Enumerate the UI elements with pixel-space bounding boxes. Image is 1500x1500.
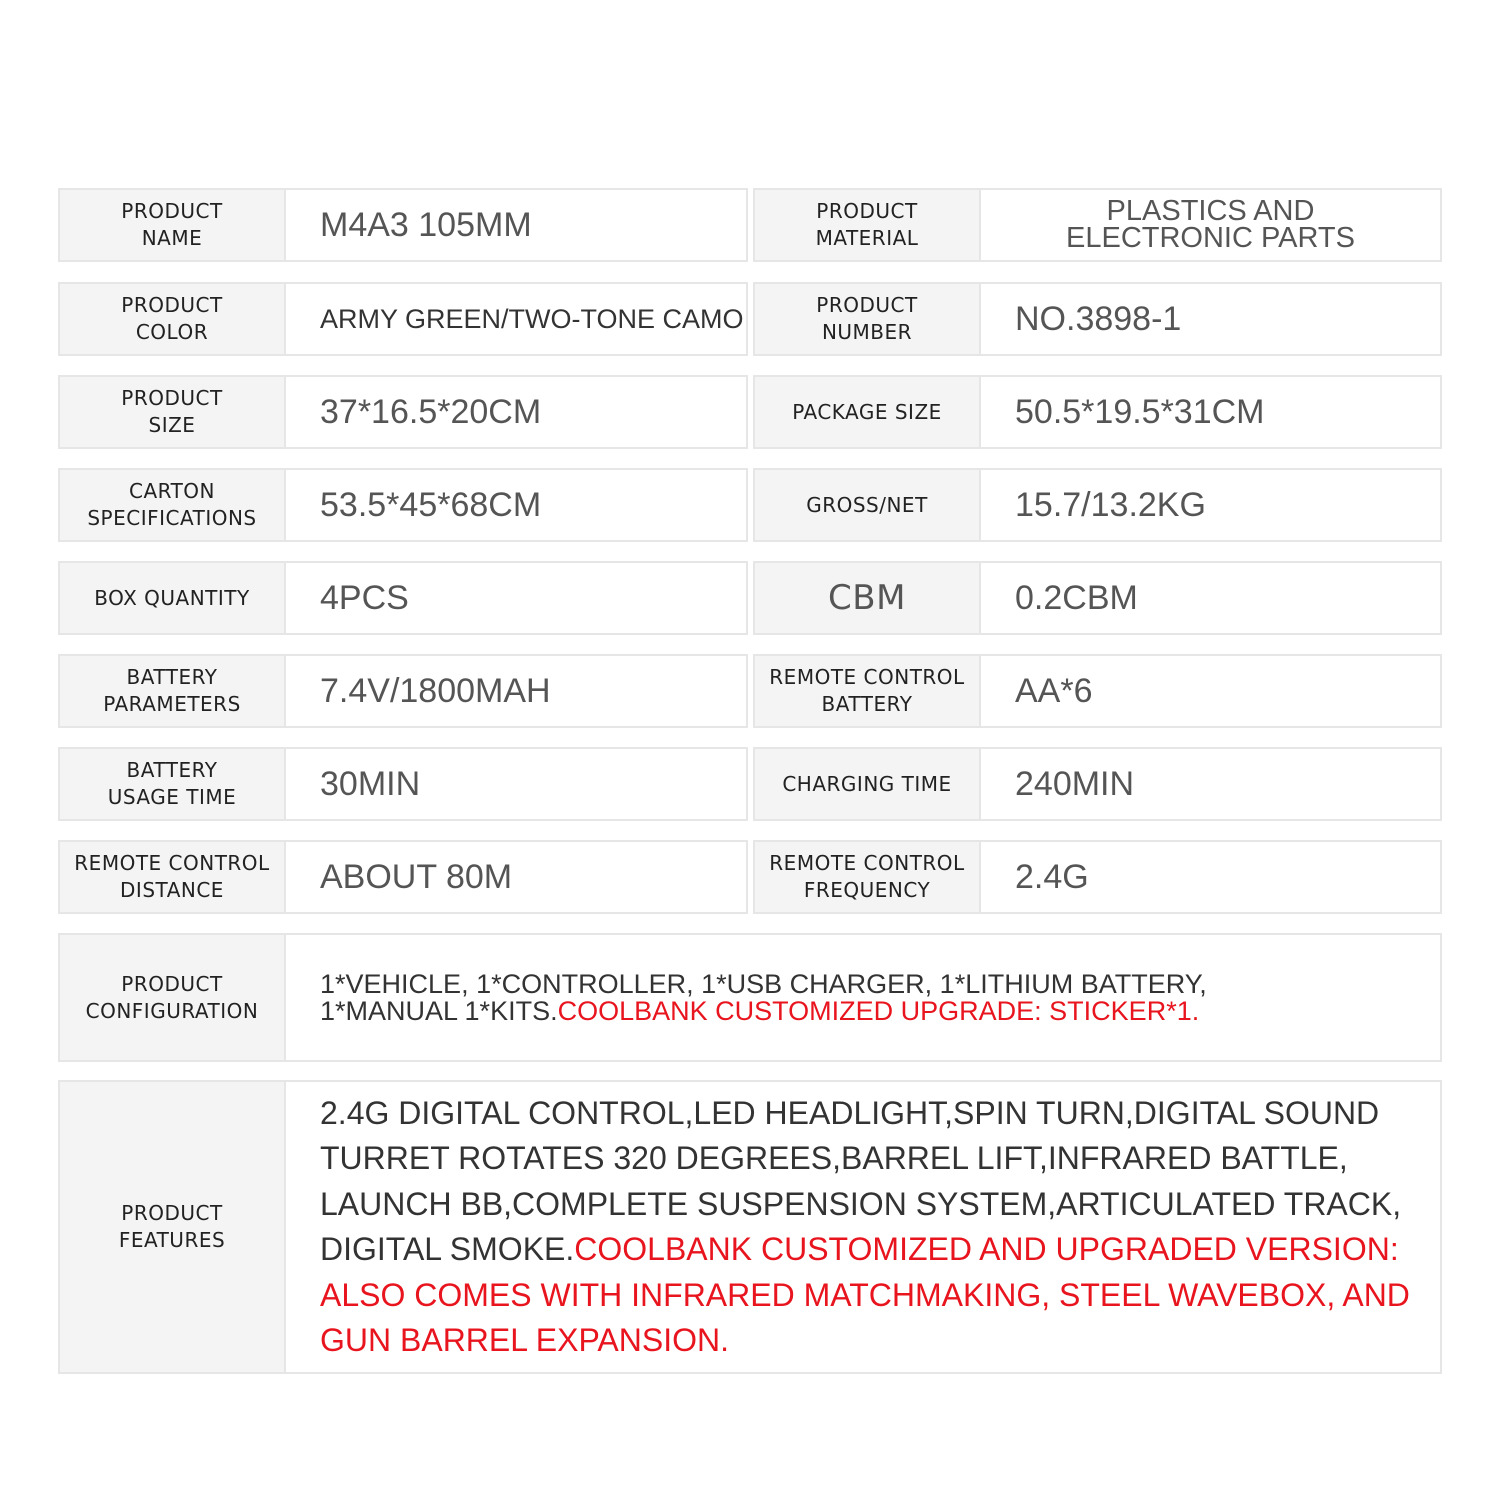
spec-value: 30MIN [284,747,748,821]
spec-value: 53.5*45*68CM [284,468,748,542]
spec-row [58,282,1442,356]
spec-label: PRODUCT NUMBER [753,282,981,356]
spec-value: NO.3898-1 [979,282,1442,356]
spec-label: PACKAGE SIZE [753,375,981,449]
spec-label: PRODUCT COLOR [58,282,286,356]
spec-value: ABOUT 80M [284,840,748,914]
spec-label: BATTERY USAGE TIME [58,747,286,821]
spec-value: 37*16.5*20CM [284,375,748,449]
spec-row [58,747,1442,821]
spec-value: M4A3 105MM [284,188,748,262]
spec-label: BOX QUANTITY [58,561,286,635]
spec-value: 4PCS [284,561,748,635]
spec-label: PRODUCT MATERIAL [753,188,981,262]
spec-label: CBM [753,561,981,635]
config-label: PRODUCT CONFIGURATION [58,933,286,1062]
spec-row [58,654,1442,728]
spec-row [58,468,1442,542]
features-value [284,1080,1442,1374]
spec-value: PLASTICS AND ELECTRONIC PARTS [979,188,1442,262]
features-label: PRODUCT FEATURES [58,1080,286,1374]
spec-value: ARMY GREEN/TWO-TONE CAMO [284,282,748,356]
spec-row [58,840,1442,914]
features-text: 2.4G DIGITAL CONTROL,LED HEADLIGHT,SPIN TURN,DIGITAL SOUND TURRET ROTATES 320 DEGREES,BARREL LIFT,INFRARED BATTLE, LAUNCH BB,COMPLETE SUSPENSION SYSTEM,ARTICULATED TRACK, DIGITAL SMOKE. [320,1094,1402,1267]
spec-label: REMOTE CONTROL DISTANCE [58,840,286,914]
spec-label: PRODUCT SIZE [58,375,286,449]
spec-value: 240MIN [979,747,1442,821]
spec-value: 0.2CBM [979,561,1442,635]
spec-row [58,561,1442,635]
config-row [58,933,1442,1062]
features-row [58,1080,1442,1374]
spec-label: CHARGING TIME [753,747,981,821]
spec-value: 15.7/13.2KG [979,468,1442,542]
spec-row [58,375,1442,449]
spec-value: 2.4G [979,840,1442,914]
spec-label: CARTON SPECIFICATIONS [58,468,286,542]
spec-label: REMOTE CONTROL BATTERY [753,654,981,728]
config-text: 1*VEHICLE, 1*CONTROLLER, 1*USB CHARGER, 1*LITHIUM BATTERY, 1*MANUAL 1*KITS. [320,968,1207,1026]
spec-label: REMOTE CONTROL FREQUENCY [753,840,981,914]
features-highlight: COOLBANK CUSTOMIZED AND UPGRADED VERSION: ALSO COMES WITH INFRARED MATCHMAKING, STEEL WAVEBOX, AND GUN BARREL EXPANSION. [320,1231,1410,1358]
spec-label: BATTERY PARAMETERS [58,654,286,728]
spec-value: AA*6 [979,654,1442,728]
spec-value: 50.5*19.5*31CM [979,375,1442,449]
config-highlight: COOLBANK CUSTOMIZED UPGRADE: STICKER*1. [557,995,1200,1026]
spec-label: GROSS/NET [753,468,981,542]
spec-label: PRODUCT NAME [58,188,286,262]
config-value [284,933,1442,1062]
spec-value: 7.4V/1800MAH [284,654,748,728]
spec-row [58,188,1442,262]
